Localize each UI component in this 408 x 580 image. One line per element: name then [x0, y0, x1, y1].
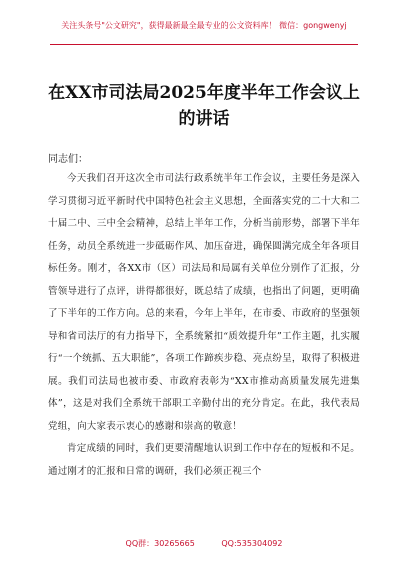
paragraph: 今天我们召开这次全市司法行政系统半年工作会议，主要任务是深入学习贯彻习近平新时代中国特色社会主义思想，全面落实党的二十大和二十届二中、三中全会精神，总结上半年工作，分析当前形势，部署下半年任务，动员全系统进一步砥砺作风、加压奋进，确保圆满完成全年各项目标任务。刚才，各XX市（区）司法局和局属有关单位分别作了汇报，分管领导进行了点评，讲得都很好，既总结了成绩，也指出了问题，更明确了下半年的工作方向。总的来看，今年上半年，在市委、市政府的坚强领导和省司法厅的有力指导下，全系统紧扣“质效提升年”工作主题，扎实履行“一个统抓、五大职能”，各项工作蹄疾步稳、亮点纷呈，取得了积极进展。我们司法局也被市委、市政府表彰为“XX市推动高质量发展先进集体”，这是对我们全系统干部职工辛勤付出的充分肯定。在此，我代表局党组，向大家表示衷心的感谢和崇高的敬意！ — [48, 173, 360, 432]
document-title: 在XX市司法局2025年度半年工作会议上的讲话 — [48, 83, 360, 129]
header-notice: 关注头条号"公文研究"，获得最新最全最专业的公文资料库！ 微信：gongwenyj — [61, 21, 347, 30]
footer — [0, 538, 408, 549]
salutation: 同志们： — [48, 154, 88, 165]
footer-qq-group: QQ群：30265665 — [125, 539, 195, 548]
paragraph: 肯定成绩的同时，我们更要清醒地认识到工作中存在的短板和不足。通过刚才的汇报和日常的调研，我们必须正视三个 — [48, 443, 360, 477]
footer-qq: QQ:535304092 — [221, 539, 283, 548]
document-body — [48, 168, 360, 483]
header-divider — [50, 44, 358, 45]
